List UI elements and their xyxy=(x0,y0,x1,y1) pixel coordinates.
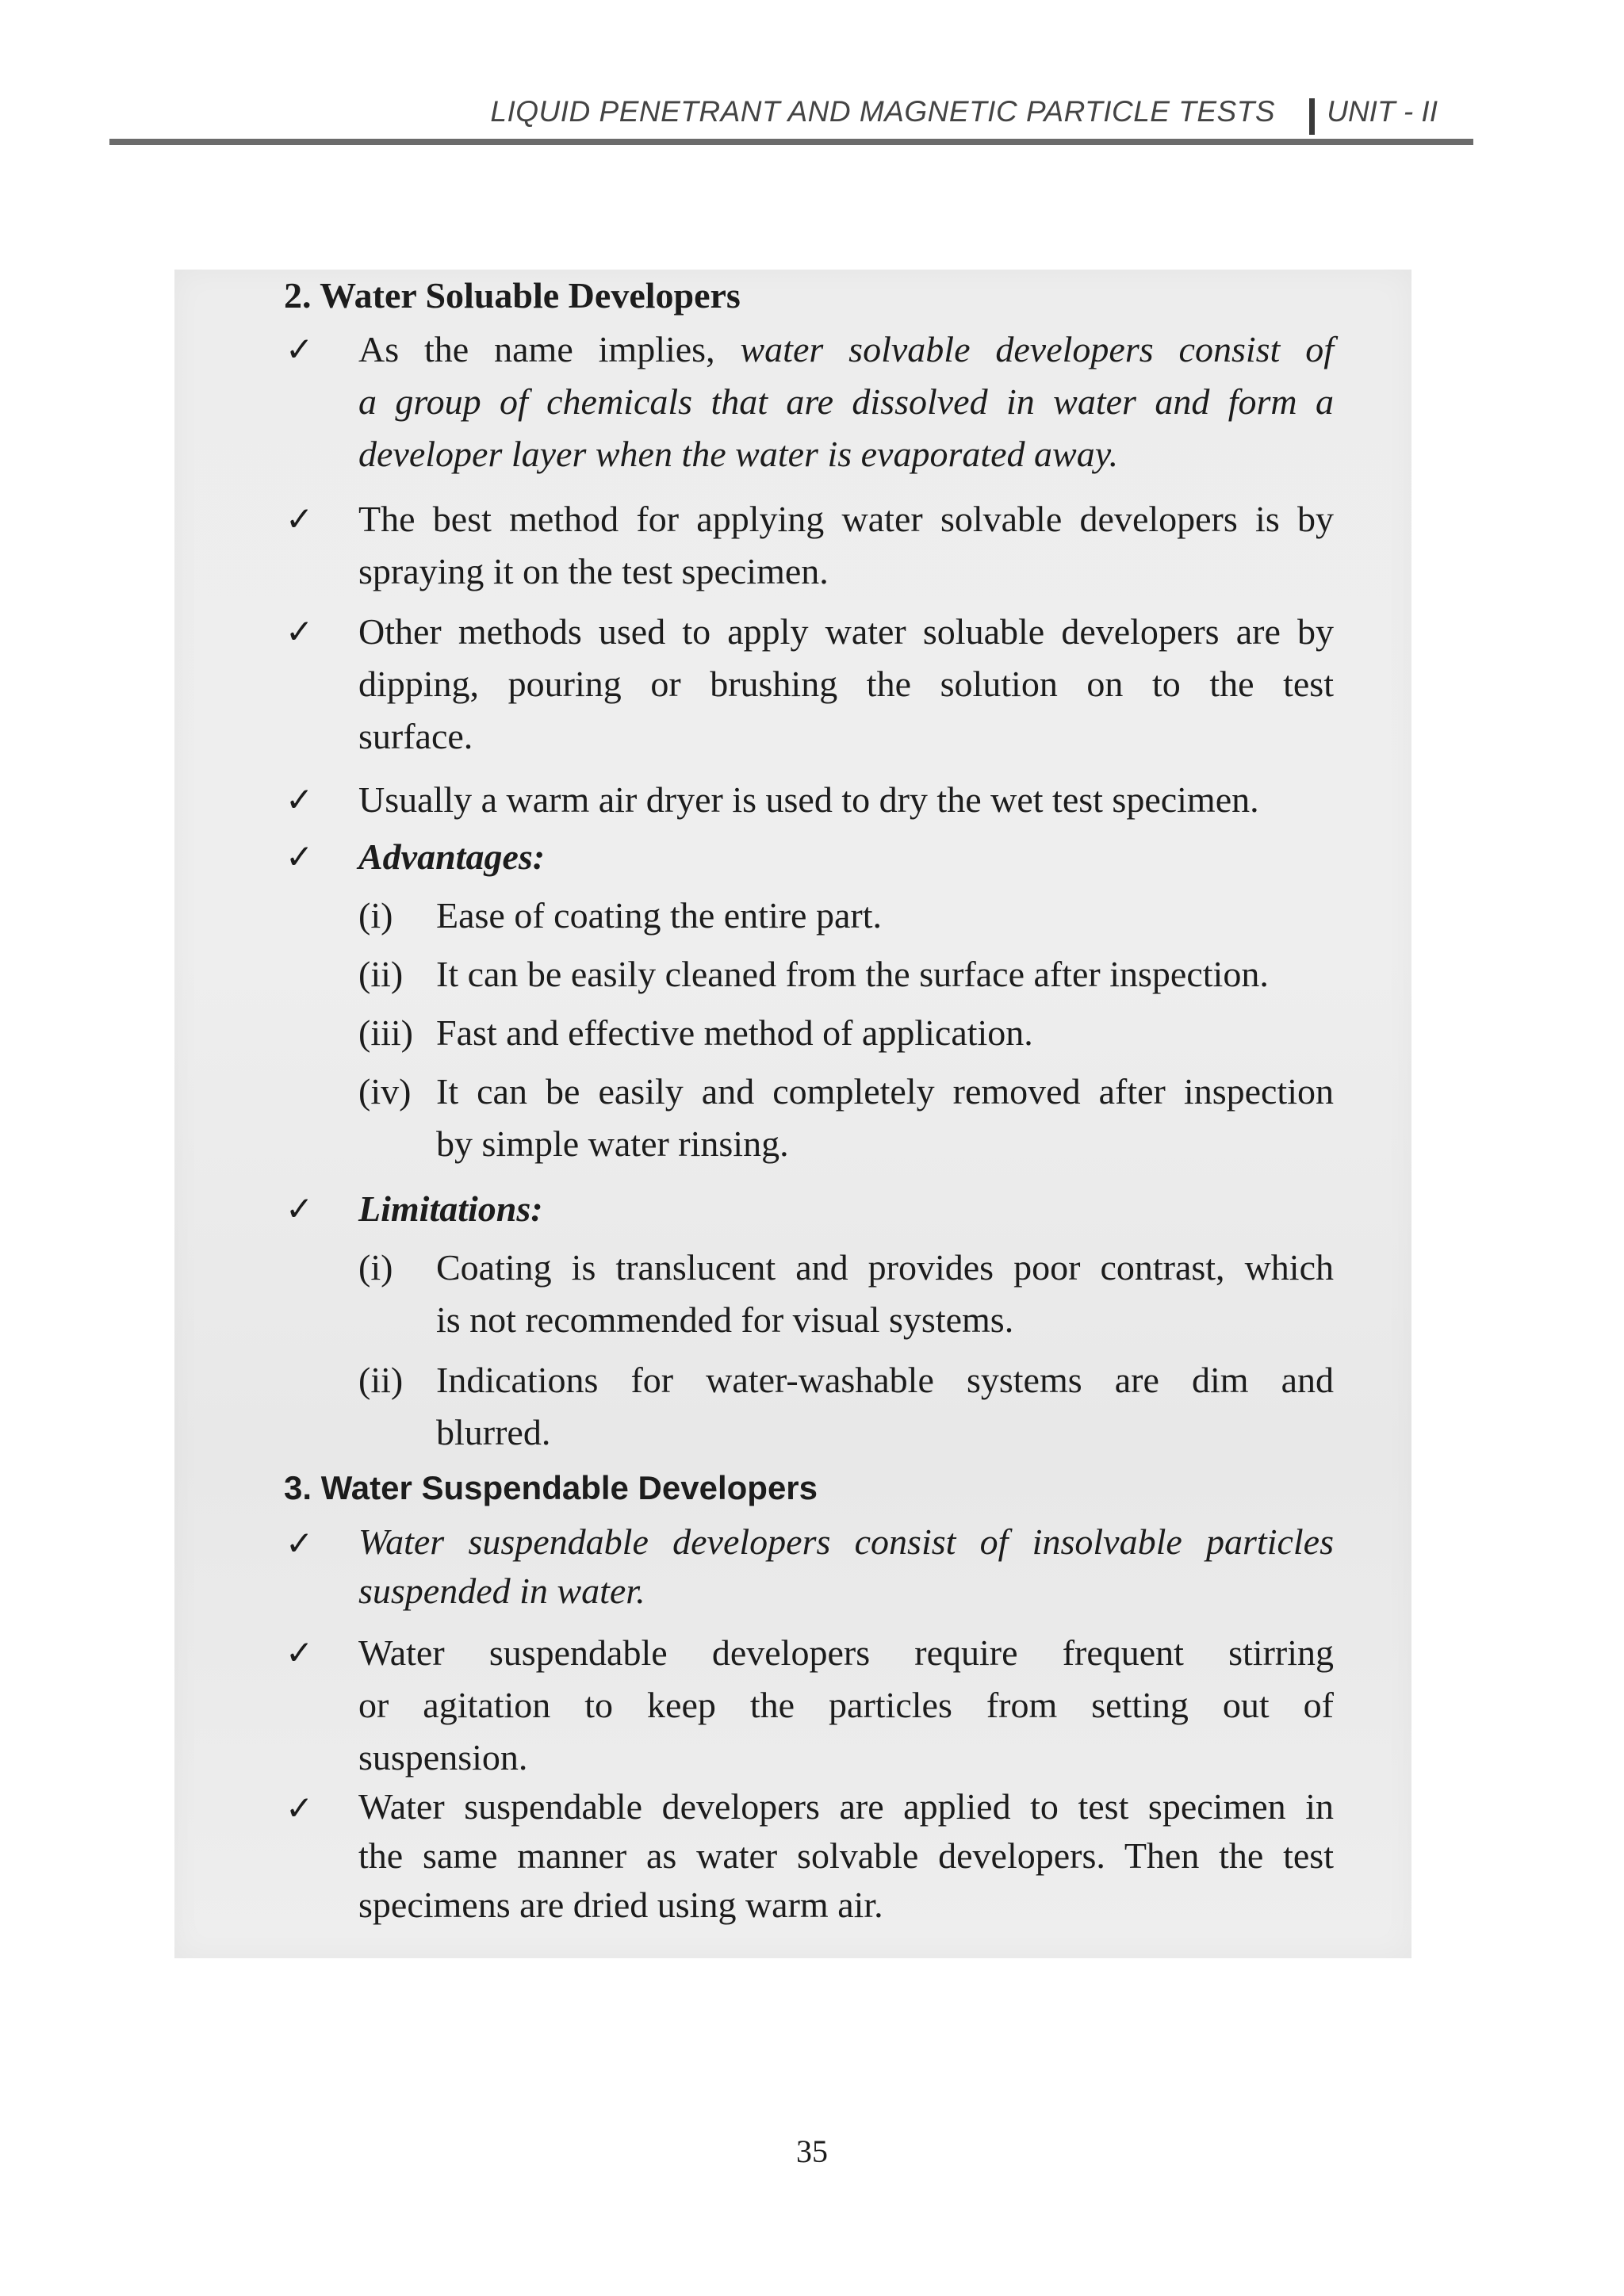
item-text: is not recommended for visual systems. xyxy=(436,1299,1014,1340)
section-3-title: 3. Water Suspendable Developers xyxy=(284,1469,818,1506)
item-text: by simple water rinsing. xyxy=(436,1123,789,1164)
section-3-bullet-1 xyxy=(358,1517,1334,1616)
item-text: It can be easily cleaned from the surface after inspection. xyxy=(436,954,1269,994)
check-icon: ✓ xyxy=(285,837,314,876)
header-unit: UNIT - II xyxy=(1327,95,1438,128)
header-separator xyxy=(1309,98,1315,135)
item-number: (i) xyxy=(358,895,393,936)
bullet-text-italic: suspended in water. xyxy=(358,1571,645,1611)
item-text: Indications for water-washable systems are dim and xyxy=(436,1360,1334,1400)
section-2-bullet-3 xyxy=(358,606,1334,763)
check-icon: ✓ xyxy=(285,499,314,538)
advantages-label: Advantages: xyxy=(358,836,546,877)
section-2-bullet-4 xyxy=(358,774,1334,826)
section-3-bullet-3 xyxy=(358,1782,1334,1930)
item-number: (iv) xyxy=(358,1071,412,1112)
item-text: It can be easily and completely removed after inspection xyxy=(436,1071,1334,1112)
section-3-bullet-2 xyxy=(358,1627,1334,1784)
check-icon: ✓ xyxy=(285,1524,314,1563)
section-2-title: 2. Water Soluable Developers xyxy=(284,275,741,316)
bullet-text: Water suspendable developers are applied to test specimen in xyxy=(358,1786,1334,1827)
bullet-text: Water suspendable developers require frequent stirring xyxy=(358,1632,1334,1673)
check-icon: ✓ xyxy=(285,1189,314,1228)
check-icon: ✓ xyxy=(285,1633,314,1672)
bullet-text-italic: Water suspendable developers consist of insolvable particles xyxy=(358,1521,1334,1562)
check-icon: ✓ xyxy=(285,780,314,819)
item-text: Coating is translucent and provides poor contrast, which xyxy=(436,1247,1334,1288)
item-text: blurred. xyxy=(436,1412,551,1452)
check-icon: ✓ xyxy=(285,1789,314,1827)
item-number: (i) xyxy=(358,1247,393,1288)
bullet-text: specimens are dried using warm air. xyxy=(358,1885,883,1925)
header-rule xyxy=(109,139,1473,145)
bullet-text-italic: water solvable developers consist of xyxy=(740,329,1335,369)
bullet-text: surface. xyxy=(358,716,473,756)
bullet-text: suspension. xyxy=(358,1737,528,1777)
check-icon: ✓ xyxy=(285,330,314,369)
bullet-text: the same manner as water solvable developers. Then the test xyxy=(358,1835,1334,1876)
section-2-bullet-1 xyxy=(358,323,1334,480)
bullet-text: dipping, pouring or brushing the solution on to the test xyxy=(358,664,1334,704)
bullet-text: or agitation to keep the particles from setting out of xyxy=(358,1685,1334,1725)
bullet-text: Usually a warm air dryer is used to dry the wet test specimen. xyxy=(358,779,1259,820)
item-number: (ii) xyxy=(358,1360,404,1400)
bullet-text: As the name implies, xyxy=(358,329,715,369)
page-header xyxy=(109,95,1473,143)
item-text: Ease of coating the entire part. xyxy=(436,895,882,936)
check-icon: ✓ xyxy=(285,612,314,651)
item-text: Fast and effective method of application. xyxy=(436,1012,1033,1053)
section-2-bullet-2 xyxy=(358,493,1334,598)
bullet-text: The best method for applying water solvable developers is by xyxy=(358,499,1334,539)
item-number: (ii) xyxy=(358,954,404,994)
limitations-label: Limitations: xyxy=(358,1188,543,1229)
item-number: (iii) xyxy=(358,1012,413,1053)
bullet-text-italic: a group of chemicals that are dissolved in water and form a xyxy=(358,381,1334,422)
bullet-text: spraying it on the test specimen. xyxy=(358,551,829,591)
header-title: LIQUID PENETRANT AND MAGNETIC PARTICLE TESTS xyxy=(490,95,1275,128)
page-number: 35 xyxy=(796,2133,828,2169)
bullet-text: Other methods used to apply water soluable developers are by xyxy=(358,611,1334,652)
bullet-text-italic: developer layer when the water is evaporated away. xyxy=(358,434,1119,474)
